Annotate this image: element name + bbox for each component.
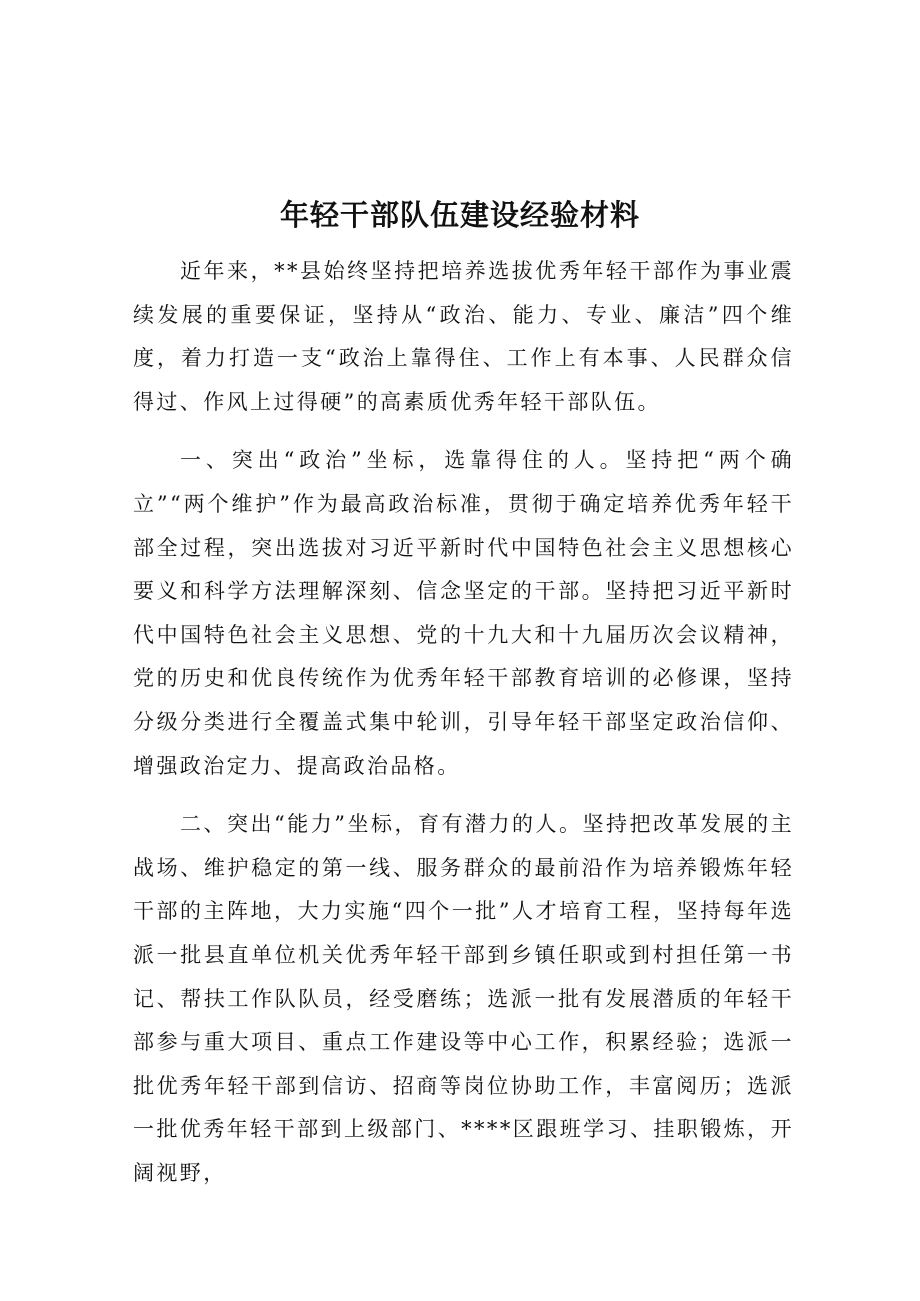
document-body xyxy=(133,250,794,1210)
section-2-paragraph: 二、突出“能力”坐标，育有潜力的人。坚持把改革发展的主战场、维护稳定的第一线、服务群众的最前沿作为培养锻炼年轻干部的主阵地，大力实施“四个一批”人才培育工程，坚持每年选派一批县直单位机关优秀年轻干部到乡镇任职或到村担任第一书记、帮扶工作队队员，经受磨练；选派一批有发展潜质的年轻干部参与重大项目、重点工作建设等中心工作，积累经验；选派一批优秀年轻干部到信访、招商等岗位协助工作，丰富阅历；选派一批优秀年轻干部到上级部门、****区跟班学习、挂职锻炼，开阔视野， xyxy=(133,812,794,1185)
intro-paragraph: 近年来，**县始终坚持把培养选拔优秀年轻干部作为事业震续发展的重要保证，坚持从“政治、能力、专业、廉洁”四个维度，着力打造一支“政治上靠得住、工作上有本事、人民群众信得过、作风上过得硬”的高素质优秀年轻干部队伍。 xyxy=(133,259,794,414)
section-1-paragraph: 一、突出“政治”坐标，选靠得住的人。坚持把“两个确立”“两个维护”作为最高政治标准，贯彻于确定培养优秀年轻干部全过程，突出选拔对习近平新时代中国特色社会主义思想核心要义和科学方法理解深刻、信念坚定的干部。坚持把习近平新时代中国特色社会主义思想、党的十九大和十九届历次会议精神，党的历史和优良传统作为优秀年轻干部教育培训的必修课，坚持分级分类进行全覆盖式集中轮训，引导年轻干部坚定政治信仰、增强政治定力、提高政治品格。 xyxy=(133,448,794,778)
document-title: 年轻干部队伍建设经验材料 xyxy=(279,198,640,232)
